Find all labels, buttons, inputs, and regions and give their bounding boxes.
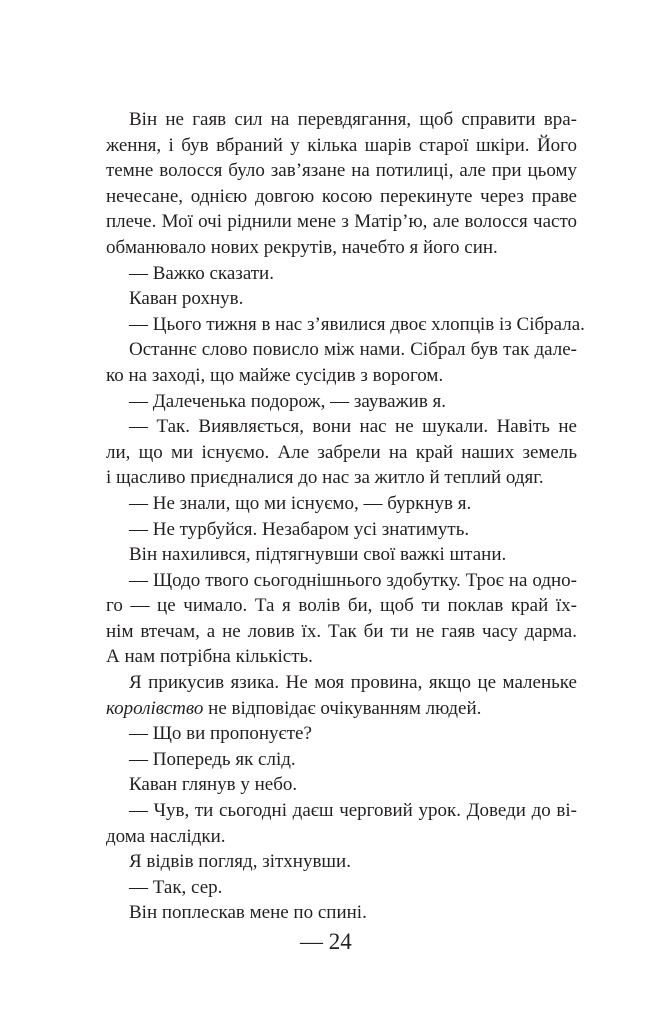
text-line-27: Каван глянув у небо. bbox=[129, 774, 298, 796]
text-line-16: — Не знали, що ми існуємо, — буркнув я. bbox=[129, 492, 472, 514]
text-line-28: — Чув, ти сьогодні даєш черговий урок. Доведи до ві- bbox=[129, 800, 577, 822]
text-line-24 bbox=[106, 696, 577, 722]
page-number: — 24 bbox=[300, 929, 352, 954]
text-line-17: — Не турбуйся. Незабаром усі знатимуть. bbox=[129, 518, 470, 540]
text-line-6: обманювало нових рекрутів, начебто я його син. bbox=[106, 236, 498, 258]
body-text bbox=[106, 107, 585, 926]
text-line-29: дома наслідки. bbox=[106, 825, 226, 847]
text-line-10: Останнє слово повисло між нами. Сібрал був так дале- bbox=[129, 339, 577, 361]
text-line-21: нім втечам, а не ловив їх. Так би ти не гаяв часу дарма. bbox=[106, 620, 577, 642]
text-line-31: — Так, сер. bbox=[129, 876, 223, 898]
text-line-14: ли, що ми існуємо. Але забрели на край наших земель bbox=[106, 441, 577, 463]
text-line-19: — Щодо твого сьогоднішнього здобутку. Троє на одно- bbox=[129, 569, 577, 591]
text-line-8: Каван рохнув. bbox=[129, 288, 244, 310]
text-line-1: Він не гаяв сил на перевдягання, щоб справити вра- bbox=[129, 109, 577, 130]
text-line-13: — Так. Виявляється, вони нас не шукали. Навіть не bbox=[129, 416, 577, 438]
text-line-9: — Цього тижня в нас з’явилися двоє хлопців із Сібрала. bbox=[129, 313, 585, 335]
text-line-4: нечесане, однією довгою косою перекинуте через праве bbox=[106, 185, 577, 207]
text-line-24-rest: не відповідає очікуванням людей. bbox=[203, 697, 482, 719]
text-line-25: — Що ви пропонуєте? bbox=[129, 723, 312, 745]
text-line-23: Я прикусив язика. Не моя провина, якщо це маленьке bbox=[129, 672, 577, 694]
text-line-20: го — це чимало. Та я волів би, щоб ти поклав край їх- bbox=[106, 595, 577, 617]
text-line-15: і щасливо приєдналися до нас за житло й теплий одяг. bbox=[106, 467, 544, 489]
text-line-32: Він поплескав мене по спині. bbox=[129, 902, 367, 924]
italic-word: королівство bbox=[106, 697, 204, 719]
text-line-12: — Далеченька подорож, — зауважив я. bbox=[129, 390, 447, 412]
text-line-22: А нам потрібна кількість. bbox=[106, 646, 313, 668]
text-line-2: ження, і був вбраний у кілька шарів старої шкіри. Його bbox=[106, 134, 577, 156]
text-line-30: Я відвів погляд, зітхнувши. bbox=[129, 851, 351, 873]
text-line-7: — Важко сказати. bbox=[129, 262, 274, 284]
text-line-3: темне волосся було зав’язане на потилиці, але при цьому bbox=[106, 160, 577, 182]
text-line-11: ко на заході, що майже сусідив з ворогом. bbox=[106, 364, 444, 386]
text-line-5: плече. Мої очі ріднили мене з Матір’ю, але волосся часто bbox=[106, 211, 577, 233]
text-line-26: — Попередь як слід. bbox=[129, 748, 296, 770]
text-line-18: Він нахилився, підтягнувши свої важкі штани. bbox=[129, 544, 507, 566]
